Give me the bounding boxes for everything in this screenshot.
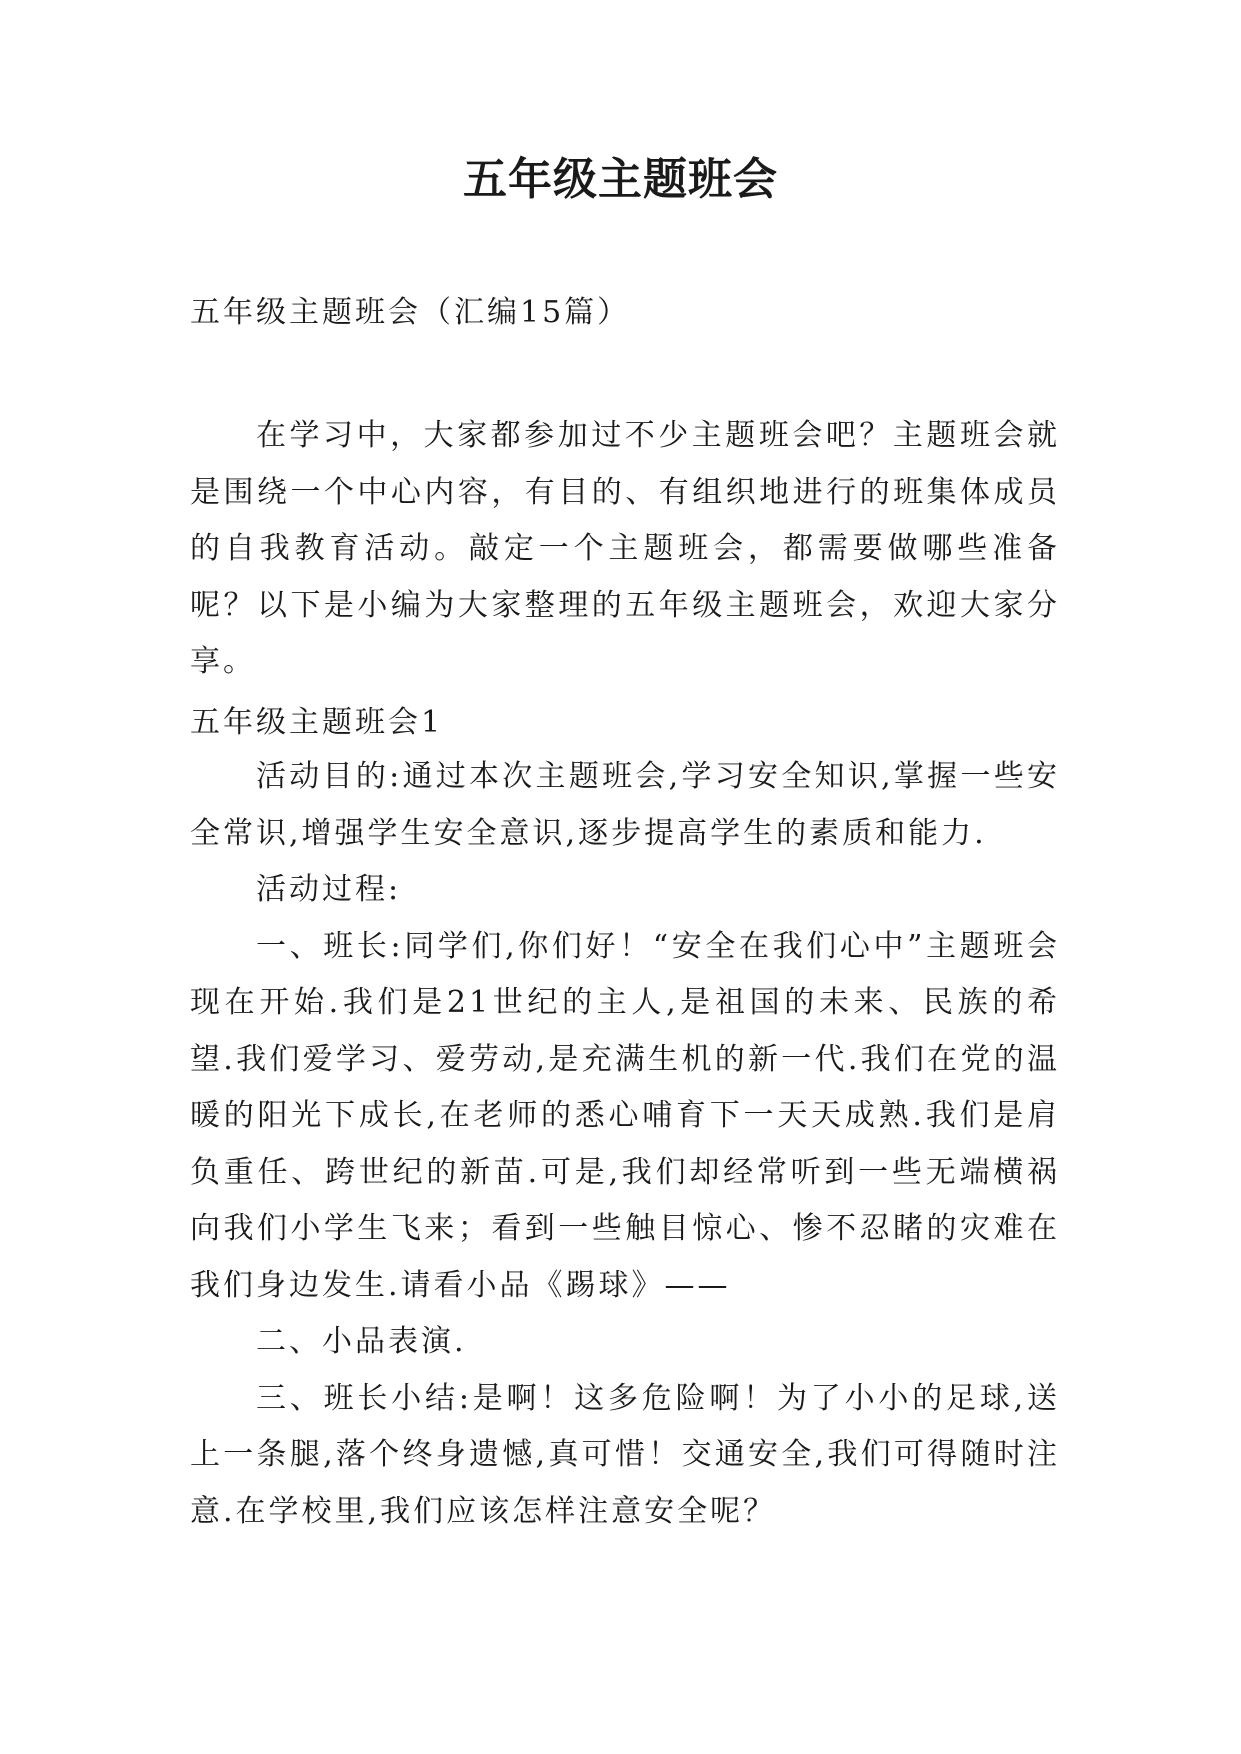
paragraph-step-two: 二、小品表演. — [256, 1324, 467, 1359]
paragraph-activity-goal: 活动目的:通过本次主题班会,学习安全知识,掌握一些安全常识,增强学生安全意识,逐步提高学生的素质和能力. — [190, 759, 1060, 851]
document-title: 五年级主题班会 — [463, 154, 778, 205]
paragraph-activity-process: 活动过程: — [256, 872, 402, 907]
paragraph-step-three: 三、班长小结:是啊！这多危险啊！为了小小的足球,送上一条腿,落个终身遗憾,真可惜！交通安全,我们可得随时注意.在学校里,我们应该怎样注意安全呢？ — [190, 1380, 1060, 1529]
section-heading: 五年级主题班会1 — [190, 705, 444, 740]
paragraph-step-one: 一、班长:同学们,你们好！“安全在我们心中”主题班会现在开始.我们是21世纪的主人,是祖国的未来、民族的希望.我们爱学习、爱劳动,是充满生机的新一代.我们在党的温暖的阳光下成长,在老师的悉心哺育下一天天成熟.我们是肩负重任、跨世纪的新苗.可是,我们却经常听到一些无端横祸向我们小学生飞来；看到一些触目惊心、惨不忍睹的灾难在我们身边发生.请看小品《踢球》—— — [190, 928, 1060, 1303]
document-subtitle: 五年级主题班会（汇编15篇） — [190, 295, 631, 330]
section-body — [190, 749, 1060, 1540]
intro-paragraph: 在学习中，大家都参加过不少主题班会吧？主题班会就是围绕一个中心内容，有目的、有组织地进行的班集体成员的自我教育活动。敲定一个主题班会，都需要做哪些准备呢？以下是小编为大家整理的五年级主题班会，欢迎大家分享。 — [190, 418, 1060, 679]
